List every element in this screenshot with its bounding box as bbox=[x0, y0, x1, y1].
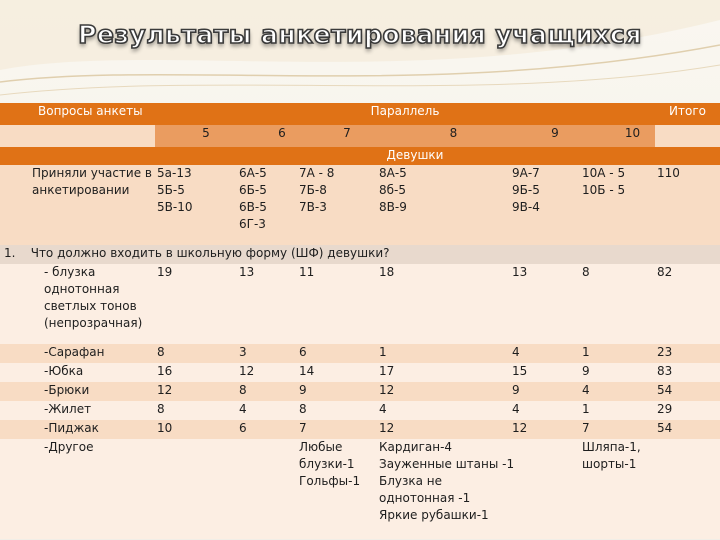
item-value: 4 bbox=[510, 401, 580, 420]
parallel-header: Параллель bbox=[155, 103, 655, 125]
question-row bbox=[0, 245, 720, 264]
item-name: -Другое bbox=[0, 439, 155, 539]
item-value: 6 bbox=[237, 420, 297, 439]
participation-g7: 7А - 8 7Б-8 7В-3 bbox=[297, 165, 377, 245]
grade-9-header: 9 bbox=[510, 125, 580, 147]
item-name: -Брюки bbox=[0, 382, 155, 401]
item-value: 1 bbox=[580, 401, 655, 420]
item-value: 17 bbox=[377, 363, 510, 382]
item-value: 12 bbox=[155, 382, 237, 401]
item-value: 8 bbox=[237, 382, 297, 401]
total-header: Итого bbox=[655, 103, 720, 125]
participation-g6: 6А-5 6Б-5 6В-5 6Г-3 bbox=[237, 165, 297, 245]
item-total: 54 bbox=[655, 382, 720, 401]
participation-g8: 8А-5 8б-5 8В-9 bbox=[377, 165, 510, 245]
item-value: 6 bbox=[297, 344, 377, 363]
question-1: 1. Что должно входить в школьную форму (ШФ) девушки? bbox=[0, 245, 720, 264]
survey-table bbox=[0, 103, 720, 539]
participation-label: Приняли участие в анкетировании bbox=[0, 165, 155, 245]
other-g10: Шляпа-1, шорты-1 bbox=[580, 439, 655, 539]
item-value: 1 bbox=[580, 344, 655, 363]
item-value: 18 bbox=[377, 264, 510, 344]
other-g7: Любые блузки-1 Гольфы-1 bbox=[297, 439, 377, 539]
item-row-vest bbox=[0, 401, 720, 420]
grade-5-header: 5 bbox=[155, 125, 237, 147]
item-row-sarafan bbox=[0, 344, 720, 363]
grade-10-header: 10 bbox=[580, 125, 655, 147]
item-total: 82 bbox=[655, 264, 720, 344]
item-value: 8 bbox=[155, 401, 237, 420]
item-name: -Сарафан bbox=[0, 344, 155, 363]
participation-g5: 5а-13 5Б-5 5В-10 bbox=[155, 165, 237, 245]
slide-title: Результаты анкетирования учащихся bbox=[78, 20, 642, 49]
item-value: 12 bbox=[510, 420, 580, 439]
item-value: 4 bbox=[377, 401, 510, 420]
item-value: 9 bbox=[580, 363, 655, 382]
item-value: 12 bbox=[237, 363, 297, 382]
item-value: 8 bbox=[297, 401, 377, 420]
item-total: 23 bbox=[655, 344, 720, 363]
item-value: 9 bbox=[510, 382, 580, 401]
participation-g10: 10А - 5 10Б - 5 bbox=[580, 165, 655, 245]
item-value: 16 bbox=[155, 363, 237, 382]
header-row-1 bbox=[0, 103, 720, 125]
item-value: 4 bbox=[237, 401, 297, 420]
item-value: 8 bbox=[155, 344, 237, 363]
item-value: 7 bbox=[297, 420, 377, 439]
grade-6-header: 6 bbox=[237, 125, 297, 147]
item-value: 9 bbox=[297, 382, 377, 401]
girls-header: Девушки bbox=[0, 147, 720, 165]
item-row-blouse bbox=[0, 264, 720, 344]
header-row-grades bbox=[0, 125, 720, 147]
item-value: 19 bbox=[155, 264, 237, 344]
item-value: 12 bbox=[377, 420, 510, 439]
item-value: 3 bbox=[237, 344, 297, 363]
grade-8-header: 8 bbox=[377, 125, 510, 147]
item-name: -Жилет bbox=[0, 401, 155, 420]
item-value: 1 bbox=[377, 344, 510, 363]
decorative-curves bbox=[0, 0, 720, 110]
item-name: -Пиджак bbox=[0, 420, 155, 439]
item-total: 29 bbox=[655, 401, 720, 420]
item-value: 8 bbox=[580, 264, 655, 344]
item-value: 13 bbox=[237, 264, 297, 344]
grade-7-header: 7 bbox=[297, 125, 377, 147]
item-row-trousers bbox=[0, 382, 720, 401]
item-value: 11 bbox=[297, 264, 377, 344]
participation-total: 110 bbox=[655, 165, 720, 245]
item-value: 12 bbox=[377, 382, 510, 401]
questions-header: Вопросы анкеты bbox=[0, 103, 155, 125]
item-value: 7 bbox=[580, 420, 655, 439]
item-value: 4 bbox=[580, 382, 655, 401]
item-value: 15 bbox=[510, 363, 580, 382]
other-g8: Кардиган-4 Зауженные штаны -1 Блузка не однотонная -1 Яркие рубашки-1 bbox=[377, 439, 580, 539]
item-row-skirt bbox=[0, 363, 720, 382]
item-name: -Юбка bbox=[0, 363, 155, 382]
item-row-jacket bbox=[0, 420, 720, 439]
item-name: - блузка однотонная светлых тонов (непрозрачная) bbox=[0, 264, 155, 344]
item-row-other bbox=[0, 439, 720, 539]
item-value: 4 bbox=[510, 344, 580, 363]
item-total: 83 bbox=[655, 363, 720, 382]
participation-g9: 9А-7 9Б-5 9В-4 bbox=[510, 165, 580, 245]
participation-row bbox=[0, 165, 720, 245]
item-value: 10 bbox=[155, 420, 237, 439]
item-value: 14 bbox=[297, 363, 377, 382]
item-value: 13 bbox=[510, 264, 580, 344]
girls-row bbox=[0, 147, 720, 165]
item-total: 54 bbox=[655, 420, 720, 439]
